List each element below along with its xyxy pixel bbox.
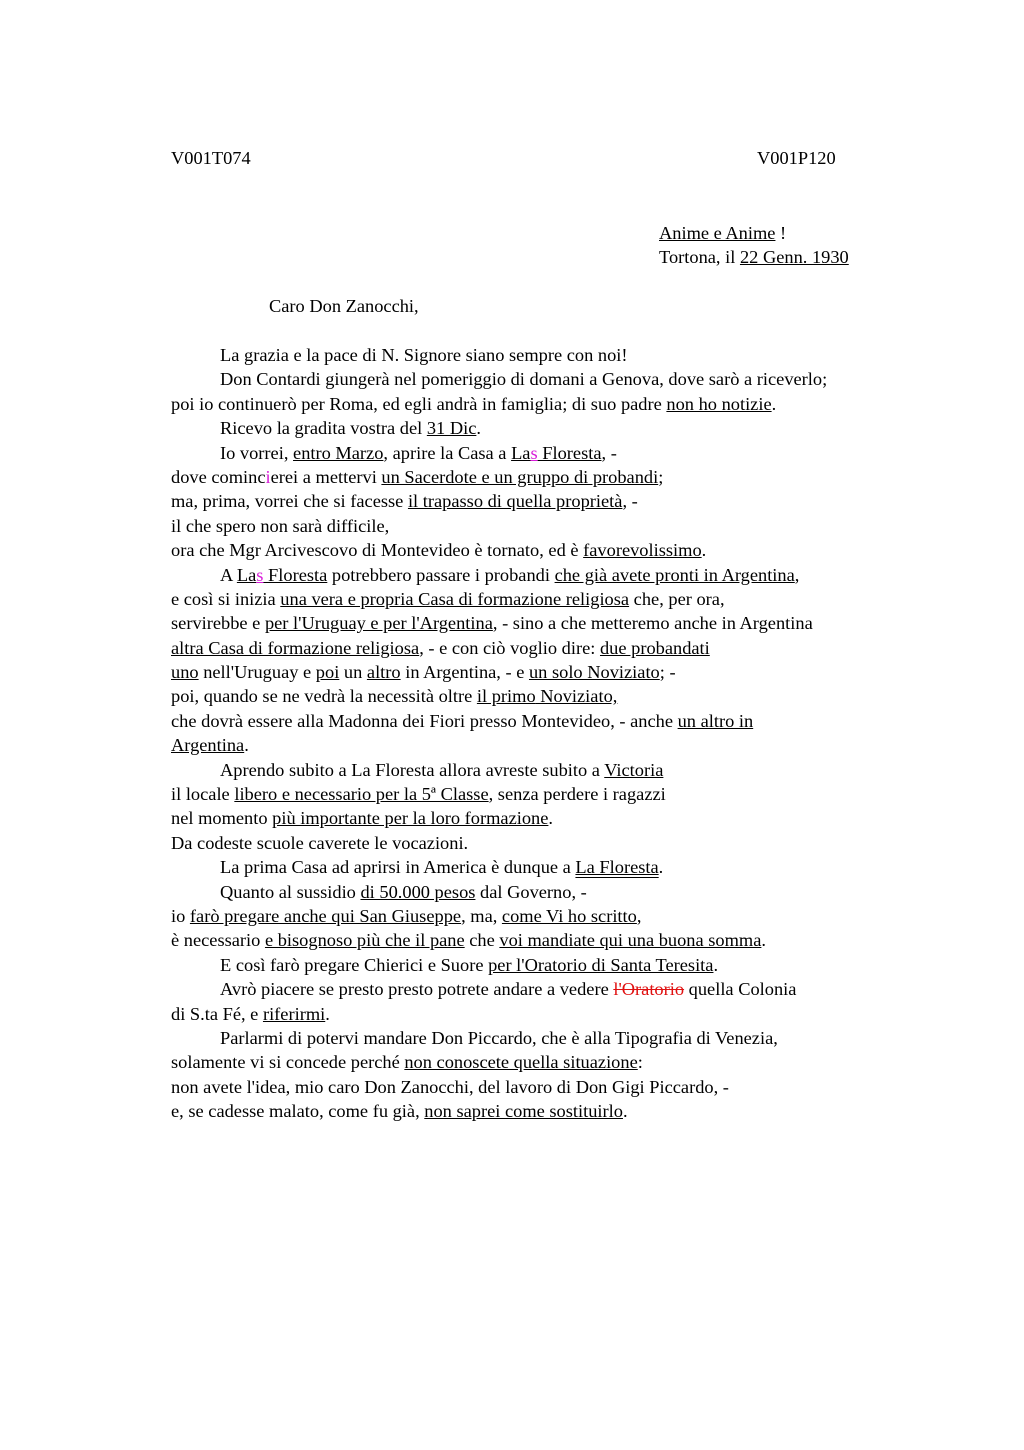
text-span: Avrò piacere se presto presto potrete andare a vedere — [220, 979, 614, 1000]
text-span: erei a mettervi — [270, 466, 382, 487]
text-span: , — [794, 564, 800, 585]
body-line — [171, 441, 931, 465]
text-span: ma, prima, vorrei che si facesse — [171, 491, 408, 512]
underlined-text: favorevolissimo — [583, 540, 702, 561]
text-span: , - — [601, 442, 617, 463]
place: Tortona, il — [659, 247, 740, 267]
body-line — [171, 587, 931, 611]
underlined-text: i — [265, 466, 271, 487]
text-span: ; — [658, 466, 664, 487]
text-span: potrebbero passare i probandi — [327, 564, 555, 585]
underlined-text: altra Casa di formazione religiosa — [171, 637, 420, 658]
text-span: e, se cadesse malato, come fu già, — [171, 1101, 425, 1122]
underlined-text: Victoria — [604, 759, 664, 780]
text-span: non avete l'idea, mio caro Don Zanocchi, del lavoro di Don Gigi Piccardo, - — [171, 1076, 729, 1097]
text-span: A — [220, 564, 237, 585]
body-line — [171, 563, 931, 587]
text-span: , - — [622, 491, 638, 512]
underlined-text: un altro in — [677, 710, 754, 731]
underlined-text: non ho notizie — [666, 393, 772, 414]
text-span: Parlarmi di potervi mandare Don Piccardo, che è alla Tipografia di Venezia, — [220, 1027, 778, 1048]
underlined-text: uno — [171, 662, 199, 683]
body-line — [171, 855, 931, 879]
text-span: Io vorrei, — [220, 442, 294, 463]
body-line — [171, 538, 931, 562]
body-line — [171, 733, 931, 757]
struck-text: l'Oratorio — [613, 979, 685, 1000]
text-span: Da codeste scuole caverete le vocazioni. — [171, 832, 469, 853]
text-span: che dovrà essere alla Madonna dei Fiori presso Montevideo, - anche — [171, 710, 678, 731]
text-span: che — [464, 930, 500, 951]
body-line — [171, 684, 931, 708]
body-line — [171, 465, 931, 489]
text-span: La prima Casa ad aprirsi in America è dunque a — [220, 857, 576, 878]
body-line — [171, 392, 931, 416]
text-span: . — [761, 930, 766, 951]
underlined-text: due probandati — [599, 637, 710, 658]
motto-end: ! — [775, 223, 787, 243]
body-line — [171, 343, 931, 367]
text-span: un — [339, 662, 367, 683]
text-span: . — [713, 954, 719, 975]
text-span: . — [325, 1003, 330, 1024]
body-line — [171, 489, 931, 513]
text-span: io — [171, 905, 190, 926]
text-span: in Argentina, - e — [400, 662, 529, 683]
underlined-text: libero e necessario per la 5ª Classe — [234, 784, 489, 805]
underlined-text: per l'Oratorio di Santa Teresita — [488, 954, 714, 975]
text-span: Don Contardi giungerà nel pomeriggio di domani a Genova, dove sarò a riceverlo; — [220, 369, 828, 390]
text-span: dal Governo, - — [475, 881, 587, 902]
body-line — [171, 1002, 931, 1026]
body-line — [171, 831, 931, 855]
underlined-text: più importante per la loro formazione — [272, 808, 549, 829]
dateline — [659, 245, 849, 269]
text-span: di S.ta Fé, e — [171, 1003, 263, 1024]
text-span: . — [622, 1101, 628, 1122]
body-line — [171, 1075, 931, 1099]
text-span: nel momento — [171, 808, 273, 829]
text-span: che, per ora, — [629, 588, 725, 609]
body-line — [171, 709, 931, 733]
underlined-text: riferirmi — [262, 1003, 326, 1024]
body-line — [171, 660, 931, 684]
underlined-text: un Sacerdote e un gruppo di probandi — [381, 466, 659, 487]
underlined-text: La Floresta — [575, 857, 659, 878]
underlined-text: poi — [315, 662, 340, 683]
underlined-text: s — [530, 442, 538, 463]
text-span: , aprire la Casa a — [383, 442, 512, 463]
underlined-text: per l'Uruguay e per l'Argentina — [264, 613, 493, 634]
text-span: , — [636, 905, 642, 926]
underlined-text: una vera e propria Casa di formazione religiosa — [280, 588, 630, 609]
text-span: Quanto al sussidio — [220, 881, 361, 902]
underlined-text: farò pregare anche qui San Giuseppe — [189, 905, 462, 926]
text-span: poi, quando se ne vedrà la necessità oltre — [171, 686, 477, 707]
text-span: dove cominc — [171, 466, 266, 487]
text-span: : — [637, 1052, 643, 1073]
underlined-text: Floresta — [537, 442, 602, 463]
underlined-text: Noviziato, — [535, 686, 618, 707]
underlined-text: La — [511, 442, 531, 463]
underlined-text: Argentina — [171, 735, 245, 756]
underlined-text: il trapasso di quella proprietà — [407, 491, 623, 512]
underlined-text: il primo — [476, 686, 536, 707]
underlined-text: e bisognoso più che il pane — [264, 930, 465, 951]
text-span: solamente vi si concede perché — [171, 1052, 405, 1073]
text-span: . — [476, 418, 481, 439]
letter-body — [171, 343, 931, 1124]
body-line — [171, 758, 931, 782]
text-span: , ma, — [461, 905, 502, 926]
underlined-text: come Vi ho scritto — [501, 905, 637, 926]
text-span: ; - — [659, 662, 676, 683]
text-span: . — [658, 857, 664, 878]
date: 22 Genn. 1930 — [739, 247, 849, 267]
body-line — [171, 806, 931, 830]
text-span: nell'Uruguay e — [198, 662, 316, 683]
body-line — [171, 1026, 931, 1050]
text-span: servirebbe e — [171, 613, 265, 634]
underlined-text: La — [236, 564, 257, 585]
body-line — [171, 782, 931, 806]
text-span: . — [548, 808, 554, 829]
text-span: . — [244, 735, 249, 756]
text-span: Aprendo subito a La Floresta allora avreste subito a — [220, 759, 605, 780]
body-line — [171, 904, 931, 928]
underlined-text: 31 Dic — [426, 418, 477, 439]
text-span: ora che Mgr Arcivescovo di Montevideo è tornato, ed è — [171, 540, 584, 561]
underlined-text: altro — [366, 662, 401, 683]
text-span: , - e con ciò voglio dire: — [419, 637, 600, 658]
text-span: quella Colonia — [684, 979, 797, 1000]
text-span: La grazia e la pace di N. Signore siano sempre con noi! — [220, 345, 628, 365]
underlined-text: s — [256, 564, 264, 585]
underlined-text: che già avete pronti in Argentina — [554, 564, 795, 585]
text-span: . — [771, 393, 777, 414]
underlined-text: di 50.000 pesos — [360, 881, 476, 902]
body-line — [171, 977, 931, 1001]
body-line — [171, 880, 931, 904]
underlined-text: Floresta — [263, 564, 328, 585]
text-span: il che spero non sarà difficile, — [171, 515, 390, 536]
body-line — [171, 367, 931, 391]
text-span: è necessario — [171, 930, 265, 951]
body-line — [171, 928, 931, 952]
underlined-text: entro Marzo — [293, 442, 384, 463]
text-span: il locale — [171, 784, 235, 805]
text-span: E così farò pregare Chierici e Suore — [220, 954, 489, 975]
motto: Anime e Anime — [659, 223, 776, 243]
body-line — [171, 514, 931, 538]
salutation: Caro Don Zanocchi, — [269, 296, 419, 316]
document-code-right: V001P120 — [757, 148, 836, 168]
text-span: poi io continuerò per Roma, ed egli andrà in famiglia; di suo padre — [171, 393, 667, 414]
body-line — [171, 611, 931, 635]
underlined-text: voi mandiate qui una buona somma — [499, 930, 762, 951]
text-span: , senza perdere i ragazzi — [488, 784, 666, 805]
text-span: , - sino a che metteremo anche in Argentina — [492, 613, 813, 634]
motto-line — [659, 221, 786, 245]
body-line — [171, 636, 931, 660]
underlined-text: un solo Noviziato — [528, 662, 660, 683]
underlined-text: non saprei come sostituirlo — [424, 1101, 623, 1122]
document-code-left: V001T074 — [171, 148, 251, 168]
underlined-text: non conoscete quella situazione — [404, 1052, 638, 1073]
body-line — [171, 953, 931, 977]
body-line — [171, 1050, 931, 1074]
text-span: Ricevo la gradita vostra del — [220, 418, 427, 439]
body-line — [171, 1099, 931, 1123]
text-span: . — [701, 540, 707, 561]
text-span: e così si inizia — [171, 588, 281, 609]
body-line — [171, 416, 931, 440]
